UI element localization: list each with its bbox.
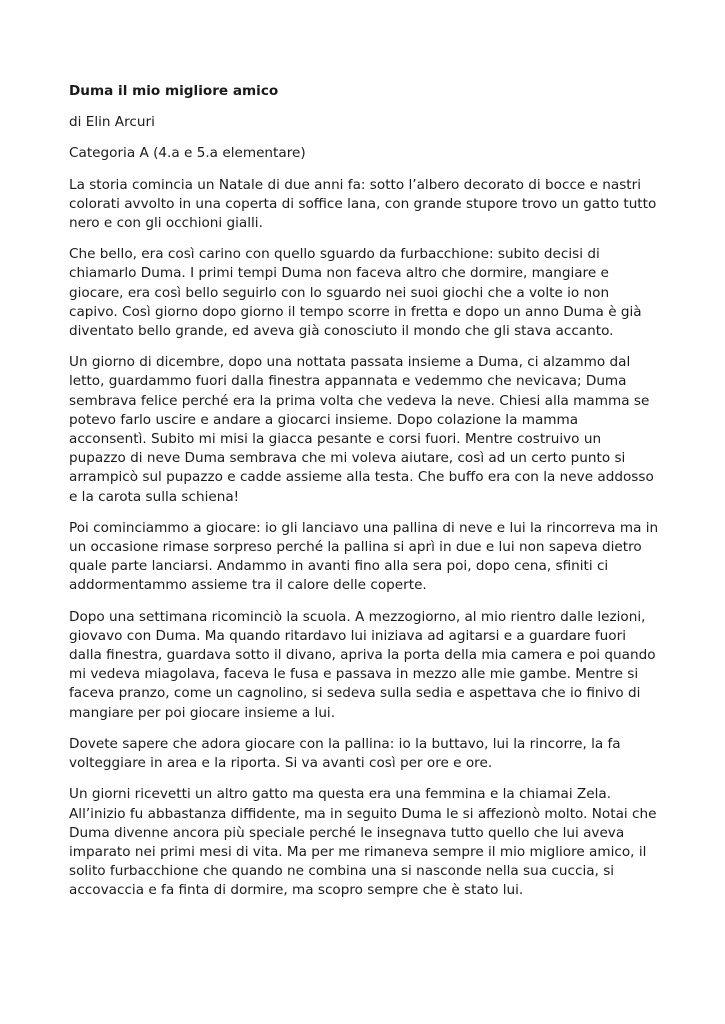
paragraph-5: Dopo una settimana ricominciò la scuola. A mezzogiorno, al mio rientro dalle lezioni, giovavo con Duma. Ma quando ritardavo lui iniziava ad agitarsi e a guardare fuori dalla finestra, guardava sotto il divano, apriva la porta della mia camera e poi quando mi vedeva miagolava, faceva le fusa e passava in mezzo alle mie gambe. Mentre si faceva pranzo, come un cagnolino, si sedeva sulla sedia e aspettava che io finivo di mangiare per poi giocare insieme a lui.: [69, 608, 656, 721]
paragraph-1: La storia comincia un Natale di due anni fa: sotto l’albero decorato di bocce e nastri colorati avvolto in una coperta di soffice lana, con grande stupore trovo un gatto tutto nero e con gli occhioni gialli.: [69, 176, 657, 232]
paragraph-7: Un giorni ricevetti un altro gatto ma questa era una femmina e la chiamai Zela. All’inizio fu abbastanza diffidente, ma in seguito Duma le si affezionò molto. Notai che Duma divenne ancora più speciale perché le insegnava tutto quello che lui aveva imparato nei primi mesi di vita. Ma per me rimaneva sempre il mio migliore amico, il solito furbacchione che quando ne combina una si nasconde nella sua cuccia, si accovaccia e fa finta di dormire, ma scopro sempre che è stato lui.: [69, 786, 657, 899]
paragraph-2: Che bello, era così carino con quello sguardo da furbacchione: subito decisi di chiamarlo Duma. I primi tempi Duma non faceva altro che dormire, mangiare e giocare, era così bello seguirlo con lo sguardo nei suoi giochi che a volte io non capivo. Così giorno dopo giorno il tempo scorre in fretta e dopo un anno Duma è già diventato bello grande, ed aveva già conosciuto il mondo che gli stava accanto.: [69, 246, 642, 340]
paragraph-4: Poi cominciammo a giocare: io gli lanciavo una pallina di neve e lui la rincorreva ma in un occasione rimase sorpreso perché la pallina si aprì in due e lui non sapeva dietro quale parte lanciarsi. Andammo in avanti fino alla sera poi, dopo cena, sfiniti ci addormentammo assieme tra il calore delle coperte.: [69, 519, 659, 594]
author-line: di Elin Arcuri: [69, 114, 155, 131]
paragraph-3: Un giorno di dicembre, dopo una nottata passata insieme a Duma, ci alzammo dal letto, guardammo fuori dalla finestra appannata e vedemmo che nevicava; Duma sembrava felice perché era la prima volta che vedeva la neve. Chiesi alla mamma se potevo farlo uscire e andare a giocarci insieme. Dopo colazione la mamma acconsentì. Subito mi misi la giacca pesante e corsi fuori. Mentre costruivo un pupazzo di neve Duma sembrava che mi voleva aiutare, così ad un certo punto si arrampicò sul pupazzo e cadde assieme alla testa. Che buffo era con la neve addosso e la carota sulla schiena!: [69, 354, 654, 505]
category-line: Categoria A (4.a e 5.a elementare): [69, 145, 306, 162]
document-title: Duma il mio migliore amico: [69, 83, 279, 99]
document-page: [69, 82, 659, 913]
paragraph-6: Dovete sapere che adora giocare con la pallina: io la buttavo, lui la rincorre, la fa volteggiare in area e la riporta. Si va avanti così per ore e ore.: [69, 735, 621, 772]
